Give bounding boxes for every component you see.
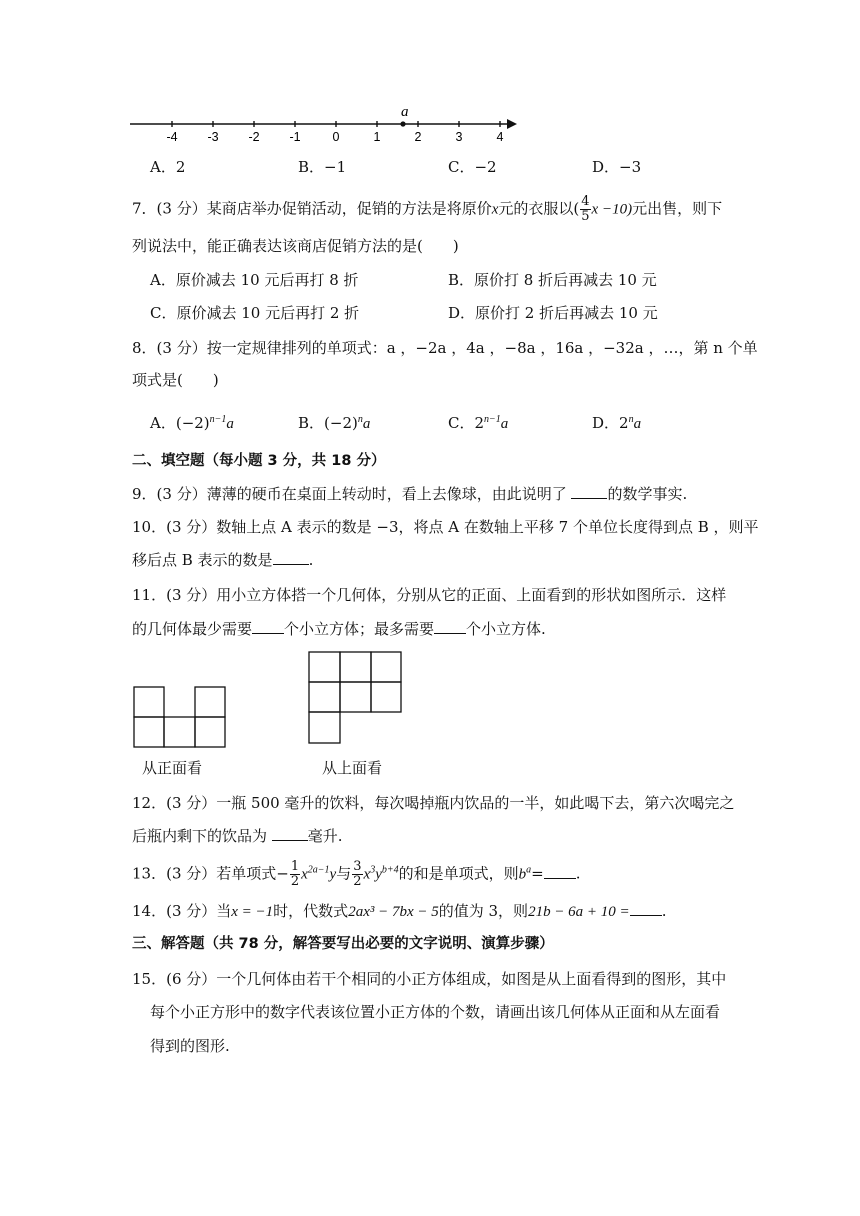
top-view-label: 从上面看 xyxy=(322,759,383,777)
number-line-tick-label: 4 xyxy=(496,130,504,144)
section-3-heading: 三、解答题（共 78 分，解答要写出必要的文字说明、演算步骤） xyxy=(132,936,554,952)
number-line xyxy=(125,100,525,150)
number-line-arrow xyxy=(507,119,517,129)
q14-blank xyxy=(630,901,662,916)
q6-option-b: B．−1 xyxy=(298,158,347,176)
number-line-tick-label: -2 xyxy=(248,130,260,144)
q11-line1: 11．(3 分）用小立方体搭一个几何体，分别从它的正面、上面看到的形状如图所示．这样 xyxy=(132,586,727,604)
q10-blank xyxy=(273,550,309,565)
q10-line1: 10．(3 分）数轴上点 A 表示的数是 −3，将点 A 在数轴上平移 7 个单位长度得到点 B ，则平 xyxy=(132,518,759,536)
q7-line1: 7．(3 分）某商店举办促销活动，促销的方法是将原价x元的衣服以( $\frac{4}{5}$ x −10)元出售，则下 xyxy=(132,194,723,224)
number-line-tick-label: 2 xyxy=(414,130,422,144)
point-a-label: a xyxy=(401,104,409,120)
q13-line: 13．(3 分）若单项式− $\frac{1}{2}$ $x^{2a-1}y$与 $\frac{3}{2}$ $x^3y^{b+4}$的和是单项式，则$b^a=$ . xyxy=(132,859,581,889)
number-line-tick-label: 3 xyxy=(455,130,463,144)
q8-option-d: D．2$^n$a xyxy=(592,414,642,432)
number-line-tick-label: -3 xyxy=(207,130,219,144)
q12-blank xyxy=(272,826,308,841)
q13-fraction-1: $\frac{1}{2}$ xyxy=(290,859,300,889)
q11-blank-max xyxy=(434,619,466,634)
q13-blank xyxy=(544,864,576,879)
front-view-label: 从正面看 xyxy=(142,759,203,777)
q8-option-c: C．$2^{n-1}a$ xyxy=(448,414,509,432)
number-line-tick-label: -1 xyxy=(289,130,301,144)
q7-fraction: $\frac{4}{5}$ xyxy=(581,194,590,224)
q7-option-d: D．原价打 2 折后再减去 10 元 xyxy=(448,304,658,322)
q7-option-c: C．原价减去 10 元后再打 2 折 xyxy=(150,304,360,322)
q15-line3: 得到的图形. xyxy=(150,1037,230,1055)
section-2-heading: 二、填空题（每小题 3 分，共 18 分） xyxy=(132,453,386,469)
number-line-tick-label: 0 xyxy=(332,130,340,144)
number-line-tick-label: 1 xyxy=(373,130,381,144)
q6-option-c: C．−2 xyxy=(448,158,497,176)
q11-line2: 的几何体最少需要 个小立方体；最多需要 个小立方体. xyxy=(132,620,546,638)
q14-line: 14．(3 分）当x = −1时，代数式2ax³ − 7bx − 5的值为 3，则21b − 6a + 10 = . xyxy=(132,902,667,920)
top-view-figure xyxy=(308,651,404,747)
q15-line2: 每个小正方形中的数字代表该位置小正方体的个数，请画出该几何体从正面和从左面看 xyxy=(150,1003,721,1021)
q6-option-a: A．2 xyxy=(150,158,186,176)
q11-blank-min xyxy=(252,619,284,634)
q8-line1: 8．(3 分）按一定规律排列的单项式：a ，−2a ，4a ，−8a ，16a ，−32a ，…，第 n 个单 xyxy=(132,339,758,357)
point-a-dot xyxy=(400,121,405,126)
q10-line2: 移后点 B 表示的数是 . xyxy=(132,551,314,569)
q7-option-a: A．原价减去 10 元后再打 8 折 xyxy=(150,271,359,289)
q13-fraction-2: $\frac{3}{2}$ xyxy=(353,859,362,889)
q12-line2: 后瓶内剩下的饮品为 毫升. xyxy=(132,827,343,845)
q9-line: 9．(3 分）薄薄的硬币在桌面上转动时，看上去像球，由此说明了 的数学事实. xyxy=(132,485,688,503)
number-line-tick-label: -4 xyxy=(166,130,178,144)
q7-line2: 列说法中，能正确表达该商店促销方法的是( ) xyxy=(132,237,459,255)
q8-line2: 项式是( ) xyxy=(132,371,219,389)
front-view-figure xyxy=(133,686,229,750)
q8-option-b: B．$(-2)^na$ xyxy=(298,414,371,432)
q12-line1: 12．(3 分）一瓶 500 毫升的饮料，每次喝掉瓶内饮品的一半，如此喝下去，第六次喝完之 xyxy=(132,794,735,812)
q7-option-b: B．原价打 8 折后再减去 10 元 xyxy=(448,271,657,289)
q9-blank xyxy=(571,484,607,499)
q6-option-d: D．−3 xyxy=(592,158,642,176)
q15-line1: 15．(6 分）一个几何体由若干个相同的小正方体组成，如图是从上面看得到的图形，其中 xyxy=(132,970,727,988)
q8-option-a: A．$(-2)^{n-1}a$ xyxy=(150,414,234,432)
